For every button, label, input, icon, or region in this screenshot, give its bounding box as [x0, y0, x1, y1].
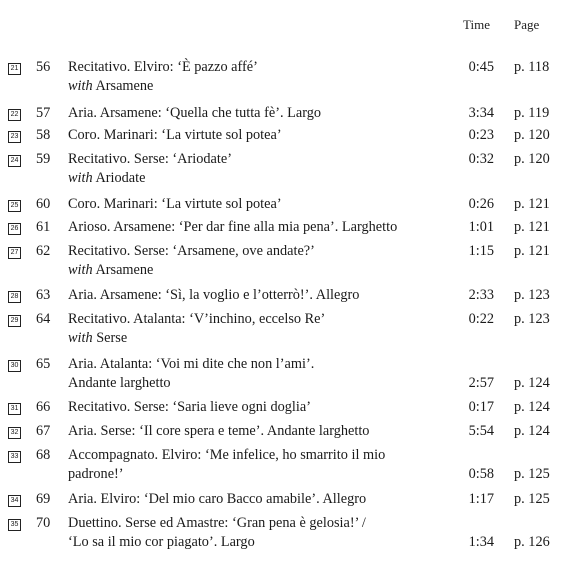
track-title-line: Recitativo. Serse: ‘Saria lieve ogni doglia’ [68, 399, 311, 415]
track-page: p. 120 [514, 127, 550, 143]
track-number: 64 [36, 311, 51, 327]
track-time: 1:01 [468, 219, 494, 235]
disc-track-number: 21 [8, 63, 21, 75]
track-page: p. 121 [514, 219, 550, 235]
track-title [68, 150, 458, 188]
with-label: with [68, 78, 93, 94]
track-title-line: Aria. Serse: ‘Il core spera e teme’. Andante larghetto [68, 423, 370, 439]
track-time: 1:17 [468, 491, 494, 507]
track-title-line: Coro. Marinari: ‘La virtute sol potea’ [68, 196, 282, 212]
track-time: 1:15 [468, 243, 494, 259]
track-title [68, 514, 458, 552]
track-title-line: Recitativo. Serse: ‘Ariodate’ [68, 151, 232, 167]
track-time: 0:58 [468, 466, 494, 482]
track-time: 2:33 [468, 287, 494, 303]
disc-track-number: 30 [8, 360, 21, 372]
track-title [68, 355, 458, 393]
track-number: 66 [36, 399, 51, 415]
track-title-line: Aria. Arsamene: ‘Sì, la voglio e l’otterrò!’. Allegro [68, 287, 360, 303]
track-page: p. 125 [514, 491, 550, 507]
track-number: 69 [36, 491, 51, 507]
track-title [68, 286, 458, 305]
disc-track-number: 32 [8, 427, 21, 439]
track-time: 2:57 [468, 375, 494, 391]
track-time: 0:45 [468, 59, 494, 75]
track-page: p. 121 [514, 196, 550, 212]
track-number: 68 [36, 447, 51, 463]
track-title-line: Duettino. Serse ed Amastre: ‘Gran pena è gelosia!’ / [68, 515, 366, 531]
track-number: 60 [36, 196, 51, 212]
track-time: 0:26 [468, 196, 494, 212]
disc-track-number: 35 [8, 519, 21, 531]
track-page: p. 120 [514, 151, 550, 167]
track-page: p. 124 [514, 375, 550, 391]
track-time: 0:22 [468, 311, 494, 327]
track-title-line: Recitativo. Serse: ‘Arsamene, ove andate?’ [68, 243, 315, 259]
with-name: Ariodate [95, 170, 146, 186]
track-page: p. 126 [514, 534, 550, 550]
track-page: p. 123 [514, 287, 550, 303]
disc-track-number: 22 [8, 109, 21, 121]
track-title [68, 195, 458, 214]
track-number: 62 [36, 243, 51, 259]
track-number: 65 [36, 356, 51, 372]
disc-track-number: 24 [8, 155, 21, 167]
track-title [68, 104, 458, 123]
track-number: 63 [36, 287, 51, 303]
track-time: 3:34 [468, 105, 494, 121]
track-page: p. 124 [514, 423, 550, 439]
track-page: p. 119 [514, 105, 550, 121]
track-title [68, 422, 458, 441]
track-page: p. 125 [514, 466, 550, 482]
track-number: 57 [36, 105, 51, 121]
track-title-line: padrone!’ [68, 466, 124, 482]
disc-track-number: 23 [8, 131, 21, 143]
disc-track-number: 25 [8, 200, 21, 212]
track-time: 0:17 [468, 399, 494, 415]
track-title-line: Arioso. Arsamene: ‘Per dar fine alla mia pena’. Larghetto [68, 219, 398, 235]
track-title [68, 218, 458, 237]
track-number: 70 [36, 515, 51, 531]
track-number: 58 [36, 127, 51, 143]
track-number: 61 [36, 219, 51, 235]
with-name: Arsamene [95, 262, 154, 278]
track-title-line: Recitativo. Elviro: ‘È pazzo affé’ [68, 59, 258, 75]
disc-track-number: 27 [8, 247, 21, 259]
disc-track-number: 33 [8, 451, 21, 463]
track-page: p. 123 [514, 311, 550, 327]
disc-track-number: 31 [8, 403, 21, 415]
header-page: Page [514, 17, 540, 32]
disc-track-number: 29 [8, 315, 21, 327]
track-title [68, 490, 458, 509]
track-number: 67 [36, 423, 51, 439]
disc-track-number: 26 [8, 223, 21, 235]
track-page: p. 124 [514, 399, 550, 415]
track-title-line: Aria. Elviro: ‘Del mio caro Bacco amabile’. Allegro [68, 491, 367, 507]
with-name: Serse [96, 330, 128, 346]
track-title-line: ‘Lo sa il mio cor piagato’. Largo [68, 534, 255, 550]
track-title-line: Aria. Atalanta: ‘Voi mi dite che non l’ami’. [68, 356, 315, 372]
track-title [68, 126, 458, 145]
track-title-line: Accompagnato. Elviro: ‘Me infelice, ho smarrito il mio [68, 447, 386, 463]
track-time: 5:54 [468, 423, 494, 439]
disc-track-number: 34 [8, 495, 21, 507]
with-label: with [68, 262, 93, 278]
disc-track-number: 28 [8, 291, 21, 303]
track-page: p. 118 [514, 59, 550, 75]
track-number: 59 [36, 151, 51, 167]
track-page: p. 121 [514, 243, 550, 259]
track-time: 1:34 [468, 534, 494, 550]
with-label: with [68, 170, 93, 186]
track-title [68, 398, 458, 417]
track-number: 56 [36, 59, 51, 75]
track-title-line: Recitativo. Atalanta: ‘V’inchino, eccelso Re’ [68, 311, 326, 327]
with-line [68, 77, 458, 96]
track-time: 0:23 [468, 127, 494, 143]
with-name: Arsamene [95, 78, 154, 94]
track-title [68, 310, 458, 348]
track-title [68, 446, 458, 484]
track-title-line: Andante larghetto [68, 375, 171, 391]
track-title [68, 58, 458, 96]
track-title-line: Coro. Marinari: ‘La virtute sol potea’ [68, 127, 282, 143]
with-line [68, 329, 458, 348]
header-time: Time [463, 17, 490, 32]
track-title-line: Aria. Arsamene: ‘Quella che tutta fè’. Largo [68, 105, 322, 121]
track-title [68, 242, 458, 280]
track-time: 0:32 [468, 151, 494, 167]
with-label: with [68, 330, 93, 346]
with-line [68, 169, 458, 188]
with-line [68, 261, 458, 280]
